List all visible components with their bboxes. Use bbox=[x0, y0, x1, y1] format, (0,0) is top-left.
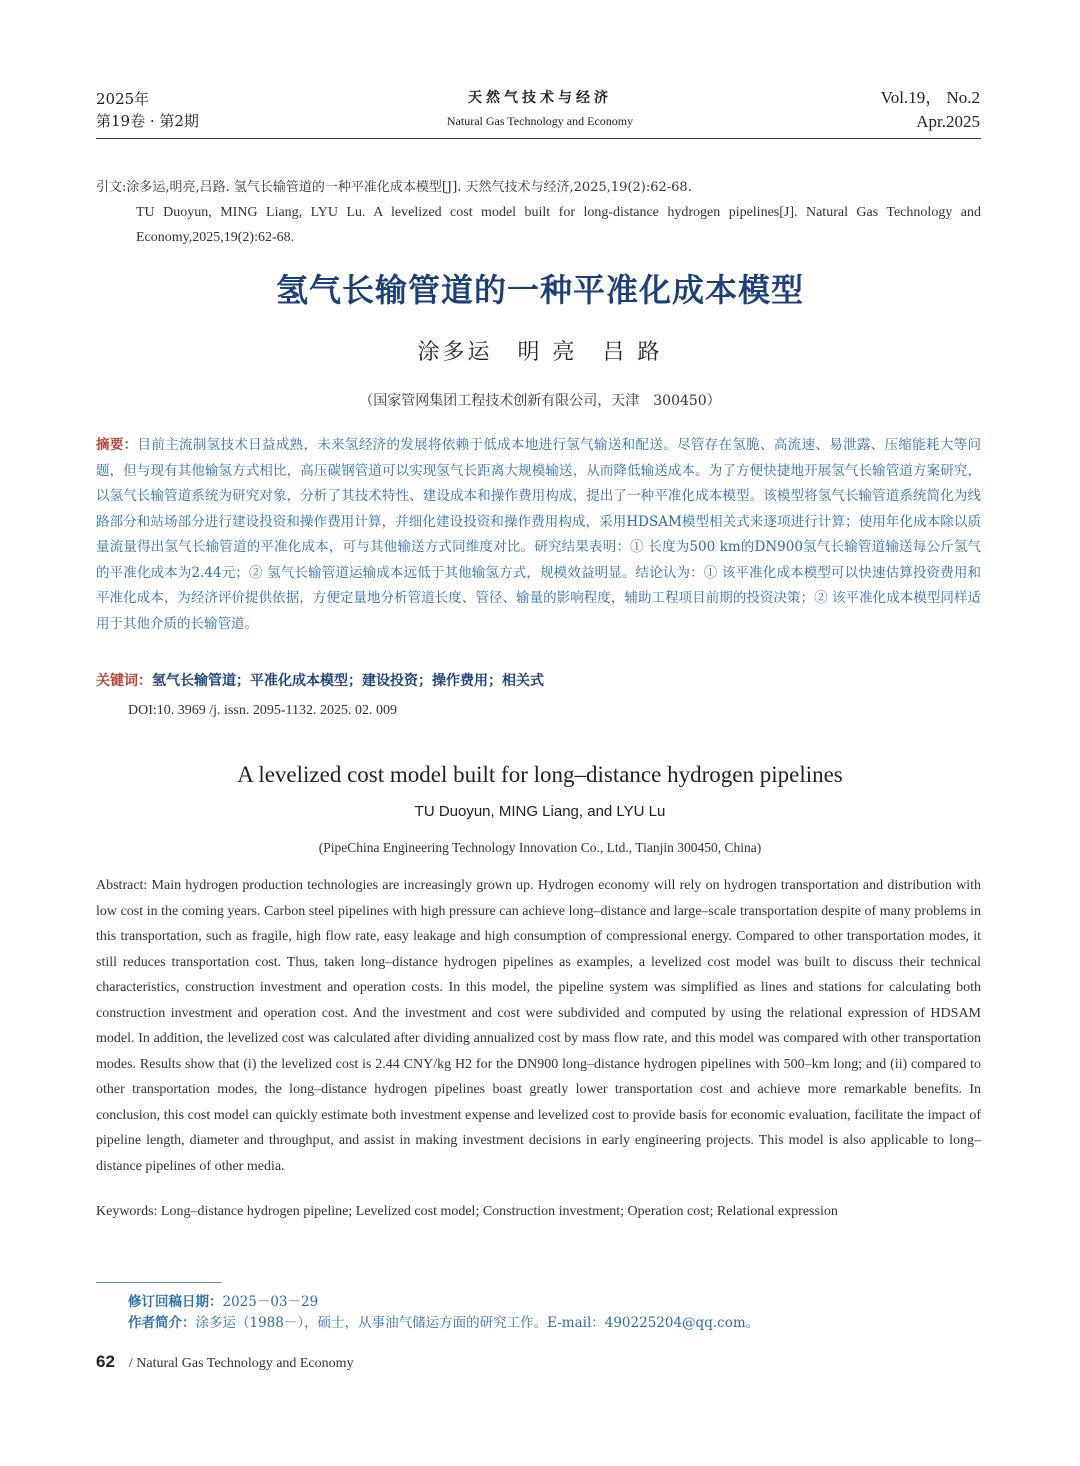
citation-cn: 引文:涂多运,明亮,吕路. 氢气长输管道的一种平准化成本模型[J]. 天然气技术与经济,2025,19(2):62-68. bbox=[96, 180, 692, 195]
authors-en: TU Duoyun, MING Liang, and LYU Lu bbox=[414, 803, 666, 820]
header-vol-date bbox=[881, 86, 980, 134]
header-divider bbox=[96, 138, 981, 139]
authors-cn: 涂多运 明 亮 吕 路 bbox=[417, 340, 663, 365]
citation bbox=[96, 175, 981, 250]
keywords-cn-text: 氢气长输管道；平准化成本模型；建设投资；操作费用；相关式 bbox=[152, 673, 544, 689]
footnote-revised bbox=[128, 1292, 759, 1313]
page-number: 62 bbox=[96, 1352, 115, 1371]
header-journal-cn: 天然气技术与经济 bbox=[468, 90, 612, 106]
keywords-cn bbox=[96, 670, 981, 690]
affiliation-cn: （国家管网集团工程技术创新有限公司，天津 300450） bbox=[359, 393, 721, 409]
footer-journal: / Natural Gas Technology and Economy bbox=[128, 1356, 354, 1371]
footnote-author-text: 涂多运（1988－），硕士，从事油气储运方面的研究工作。E-mail：490225204@qq.com。 bbox=[195, 1315, 760, 1331]
footnote-author bbox=[128, 1313, 759, 1334]
header-journal-en: Natural Gas Technology and Economy bbox=[446, 114, 634, 128]
footnote-revised-label: 修订回稿日期： bbox=[128, 1294, 223, 1310]
header-vol-no: Vol.19， No.2 bbox=[880, 88, 980, 107]
citation-en: TU Duoyun, MING Liang, LYU Lu. A levelized cost model built for long-distance hydrogen pipelines[J]. Natural Gas Technology and Economy,2025,19(2):62-68. bbox=[136, 205, 981, 245]
abstract-en: Abstract: Main hydrogen production technologies are increasingly grown up. Hydrogen economy will rely on hydrogen transportation and distribution with low cost in the coming years. Carbon steel pipelines with high pressure can achieve long–distance and large–scale transportation despite of many problems in this transportation, such as fragile, high flow rate, easy leakage and high consumption of compressional energy. Compared to other transportation modes, it still reduces transportation cost. Thus, taken long–distance hydrogen pipelines as examples, a levelized cost model was built to discuss their technical characteristics, construction investment and operation costs. In this model, the pipeline system was simplified as lines and stations for calculating both construction investment and operation cost. And the investment and cost were subdivided and computed by using the relational expression of HDSAM model. In addition, the levelized cost was calculated after dividing annualized cost by mass flow rate, and this model was compared with other transportation modes. Results show that (i) the levelized cost is 2.44 CNY/kg H2 for the DN900 long–distance hydrogen pipelines with 500–km long; and (ii) compared to other transportation modes, the long–distance hydrogen pipelines boast greatly lower transportation cost and achieve more remarkable benefits. In conclusion, this cost model can quickly estimate both investment expense and levelized cost to provide basis for economic evaluation, facilitate the impact of pipeline length, diameter and throughput, and assist in making investment decisions in early engineering projects. This model is also applicable to long–distance pipelines of other media. bbox=[96, 878, 981, 1174]
keywords-en: Keywords: Long–distance hydrogen pipeline; Levelized cost model; Construction investment; Operation cost; Relational expression bbox=[96, 1204, 838, 1219]
abstract-cn bbox=[96, 433, 981, 637]
footnote-revised-date: 2025－03－29 bbox=[222, 1294, 319, 1310]
page-footer bbox=[96, 1352, 354, 1372]
doi: DOI:10. 3969 /j. issn. 2095-1132. 2025. 02. 009 bbox=[128, 703, 397, 718]
header-year: 2025年 bbox=[96, 90, 150, 108]
header-date: Apr.2025 bbox=[916, 112, 980, 131]
article-title-en: A levelized cost model built for long–distance hydrogen pipelines bbox=[237, 762, 843, 787]
abstract-cn-text: 目前主流制氢技术日益成熟，未来氢经济的发展将依赖于低成本地进行氢气输送和配送。尽管存在氢脆、高流速、易泄露、压缩能耗大等问题，但与现有其他输氢方式相比，高压碳钢管道可以实现氢气长距离大规模输送，从而降低输送成本。为了方便快捷地开展氢气长输管道方案研究，以氢气长输管道系统为研究对象，分析了其技术特性、建设成本和操作费用构成，提出了一种平准化成本模型。该模型将氢气长输管道系统简化为线路部分和站场部分进行建设投资和操作费用计算，并细化建设投资和操作费用构成，采用HDSAM模型相关式来逐项进行计算；使用年化成本除以质量流量得出氢气长输管道的平准化成本，可与其他输送方式同维度对比。研究结果表明：① 长度为500 km的DN900氢气长输管道输送每公斤氢气的平准化成本为2.44元；② 氢气长输管道运输成本远低于其他输氢方式，规模效益明显。结论认为：① 该平准化成本模型可以快速估算投资费用和平准化成本，为经济评价提供依据，方便定量地分析管道长度、管径、输量的影响程度，辅助工程项目前期的投资决策；② 该平准化成本模型同样适用于其他介质的长输管道。 bbox=[96, 437, 981, 632]
article-title-cn: 氢气长输管道的一种平准化成本模型 bbox=[275, 271, 804, 309]
footnote-author-label: 作者简介： bbox=[128, 1315, 196, 1331]
affiliation-en: (PipeChina Engineering Technology Innovation Co., Ltd., Tianjin 300450, China) bbox=[318, 840, 762, 855]
abstract-cn-label: 摘要： bbox=[96, 437, 138, 453]
header-volume-issue: 第19卷 · 第2期 bbox=[96, 112, 199, 130]
footnote bbox=[128, 1292, 759, 1334]
footnote-divider bbox=[96, 1282, 222, 1283]
keywords-cn-label: 关键词： bbox=[96, 673, 152, 689]
